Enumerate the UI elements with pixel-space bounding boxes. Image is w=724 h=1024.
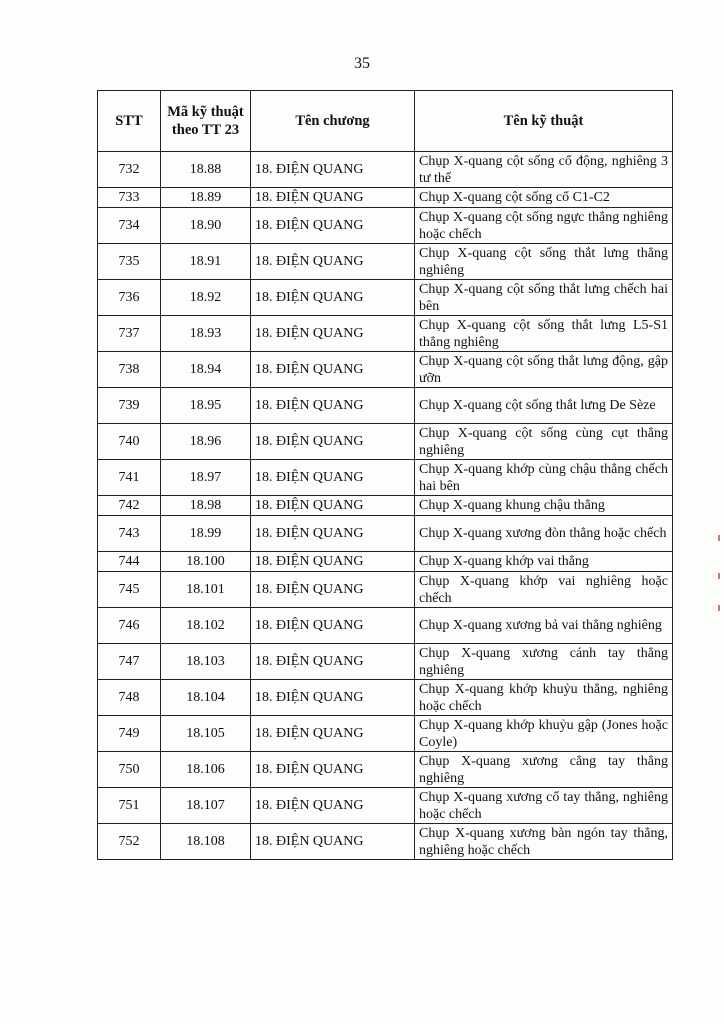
- row-chapter: 18. ĐIỆN QUANG: [251, 752, 415, 788]
- table-row: [98, 680, 673, 716]
- table-body: [98, 152, 673, 860]
- table-row: [98, 316, 673, 352]
- row-technique: Chụp X-quang cột sống ngực thẳng nghiêng hoặc chếch: [415, 208, 673, 244]
- table-row: [98, 188, 673, 208]
- row-code: 18.95: [161, 388, 251, 424]
- table-row: [98, 572, 673, 608]
- row-technique: Chụp X-quang cột sống cùng cụt thẳng nghiêng: [415, 424, 673, 460]
- row-technique: Chụp X-quang khớp cùng chậu thẳng chếch hai bên: [415, 460, 673, 496]
- table-row: [98, 716, 673, 752]
- row-stt: 746: [98, 608, 161, 644]
- row-stt: 752: [98, 824, 161, 860]
- row-chapter: 18. ĐIỆN QUANG: [251, 152, 415, 188]
- row-stt: 738: [98, 352, 161, 388]
- table-header-row: [98, 91, 673, 152]
- row-technique: Chụp X-quang xương bàn ngón tay thẳng, nghiêng hoặc chếch: [415, 824, 673, 860]
- row-code: 18.101: [161, 572, 251, 608]
- row-technique: Chụp X-quang khớp khuỷu thẳng, nghiêng hoặc chếch: [415, 680, 673, 716]
- row-chapter: 18. ĐIỆN QUANG: [251, 716, 415, 752]
- row-code: 18.106: [161, 752, 251, 788]
- table-row: [98, 496, 673, 516]
- row-code: 18.88: [161, 152, 251, 188]
- row-stt: 740: [98, 424, 161, 460]
- row-technique: Chụp X-quang xương cẳng tay thẳng nghiêng: [415, 752, 673, 788]
- row-stt: 742: [98, 496, 161, 516]
- row-stt: 747: [98, 644, 161, 680]
- row-code: 18.97: [161, 460, 251, 496]
- row-stt: 736: [98, 280, 161, 316]
- table-row: [98, 388, 673, 424]
- table-row: [98, 280, 673, 316]
- table-row: [98, 516, 673, 552]
- row-chapter: 18. ĐIỆN QUANG: [251, 644, 415, 680]
- row-chapter: 18. ĐIỆN QUANG: [251, 188, 415, 208]
- table-row: [98, 552, 673, 572]
- row-chapter: 18. ĐIỆN QUANG: [251, 244, 415, 280]
- row-code: 18.105: [161, 716, 251, 752]
- row-chapter: 18. ĐIỆN QUANG: [251, 608, 415, 644]
- row-technique: Chụp X-quang cột sống thắt lưng De Sèze: [415, 388, 673, 424]
- row-code: 18.103: [161, 644, 251, 680]
- header-chapter: Tên chương: [251, 91, 415, 152]
- row-code: 18.100: [161, 552, 251, 572]
- row-code: 18.89: [161, 188, 251, 208]
- row-technique: Chụp X-quang khớp vai thẳng: [415, 552, 673, 572]
- technique-table: [97, 90, 673, 860]
- row-stt: 743: [98, 516, 161, 552]
- row-chapter: 18. ĐIỆN QUANG: [251, 388, 415, 424]
- table-row: [98, 788, 673, 824]
- row-stt: 737: [98, 316, 161, 352]
- row-chapter: 18. ĐIỆN QUANG: [251, 496, 415, 516]
- row-chapter: 18. ĐIỆN QUANG: [251, 316, 415, 352]
- scan-artifact: [718, 535, 722, 625]
- row-technique: Chụp X-quang xương cổ tay thẳng, nghiêng hoặc chếch: [415, 788, 673, 824]
- row-chapter: 18. ĐIỆN QUANG: [251, 824, 415, 860]
- row-chapter: 18. ĐIỆN QUANG: [251, 552, 415, 572]
- header-technique: Tên kỹ thuật: [415, 91, 673, 152]
- row-technique: Chụp X-quang khớp khuỷu gập (Jones hoặc Coyle): [415, 716, 673, 752]
- row-stt: 745: [98, 572, 161, 608]
- row-technique: Chụp X-quang cột sống thắt lưng thẳng nghiêng: [415, 244, 673, 280]
- table-row: [98, 352, 673, 388]
- row-chapter: 18. ĐIỆN QUANG: [251, 788, 415, 824]
- row-technique: Chụp X-quang xương đòn thẳng hoặc chếch: [415, 516, 673, 552]
- row-code: 18.104: [161, 680, 251, 716]
- row-code: 18.92: [161, 280, 251, 316]
- row-code: 18.96: [161, 424, 251, 460]
- row-stt: 749: [98, 716, 161, 752]
- table-row: [98, 152, 673, 188]
- table-row: [98, 460, 673, 496]
- table-row: [98, 644, 673, 680]
- row-technique: Chụp X-quang cột sống cổ động, nghiêng 3 tư thế: [415, 152, 673, 188]
- row-chapter: 18. ĐIỆN QUANG: [251, 516, 415, 552]
- row-code: 18.94: [161, 352, 251, 388]
- row-technique: Chụp X-quang cột sống thắt lưng chếch hai bên: [415, 280, 673, 316]
- row-code: 18.102: [161, 608, 251, 644]
- row-chapter: 18. ĐIỆN QUANG: [251, 460, 415, 496]
- row-technique: Chụp X-quang cột sống cổ C1-C2: [415, 188, 673, 208]
- row-stt: 744: [98, 552, 161, 572]
- row-chapter: 18. ĐIỆN QUANG: [251, 680, 415, 716]
- row-stt: 734: [98, 208, 161, 244]
- row-code: 18.98: [161, 496, 251, 516]
- table-row: [98, 244, 673, 280]
- page-number: 35: [354, 55, 370, 72]
- row-stt: 741: [98, 460, 161, 496]
- row-chapter: 18. ĐIỆN QUANG: [251, 280, 415, 316]
- row-chapter: 18. ĐIỆN QUANG: [251, 424, 415, 460]
- row-chapter: 18. ĐIỆN QUANG: [251, 352, 415, 388]
- row-technique: Chụp X-quang khớp vai nghiêng hoặc chếch: [415, 572, 673, 608]
- row-stt: 733: [98, 188, 161, 208]
- row-technique: Chụp X-quang khung chậu thẳng: [415, 496, 673, 516]
- row-code: 18.99: [161, 516, 251, 552]
- table-row: [98, 824, 673, 860]
- row-code: 18.107: [161, 788, 251, 824]
- row-stt: 739: [98, 388, 161, 424]
- header-stt: STT: [98, 91, 161, 152]
- table-row: [98, 752, 673, 788]
- row-code: 18.108: [161, 824, 251, 860]
- row-stt: 732: [98, 152, 161, 188]
- table-row: [98, 208, 673, 244]
- row-technique: Chụp X-quang xương bả vai thẳng nghiêng: [415, 608, 673, 644]
- row-code: 18.90: [161, 208, 251, 244]
- row-chapter: 18. ĐIỆN QUANG: [251, 208, 415, 244]
- row-stt: 748: [98, 680, 161, 716]
- table-row: [98, 608, 673, 644]
- row-chapter: 18. ĐIỆN QUANG: [251, 572, 415, 608]
- row-code: 18.91: [161, 244, 251, 280]
- row-stt: 735: [98, 244, 161, 280]
- table-row: [98, 424, 673, 460]
- row-stt: 751: [98, 788, 161, 824]
- header-code: Mã kỹ thuật theo TT 23: [161, 91, 251, 152]
- row-stt: 750: [98, 752, 161, 788]
- row-technique: Chụp X-quang cột sống thắt lưng L5-S1 thẳng nghiêng: [415, 316, 673, 352]
- row-technique: Chụp X-quang cột sống thắt lưng động, gập ưỡn: [415, 352, 673, 388]
- row-technique: Chụp X-quang xương cánh tay thẳng nghiêng: [415, 644, 673, 680]
- row-code: 18.93: [161, 316, 251, 352]
